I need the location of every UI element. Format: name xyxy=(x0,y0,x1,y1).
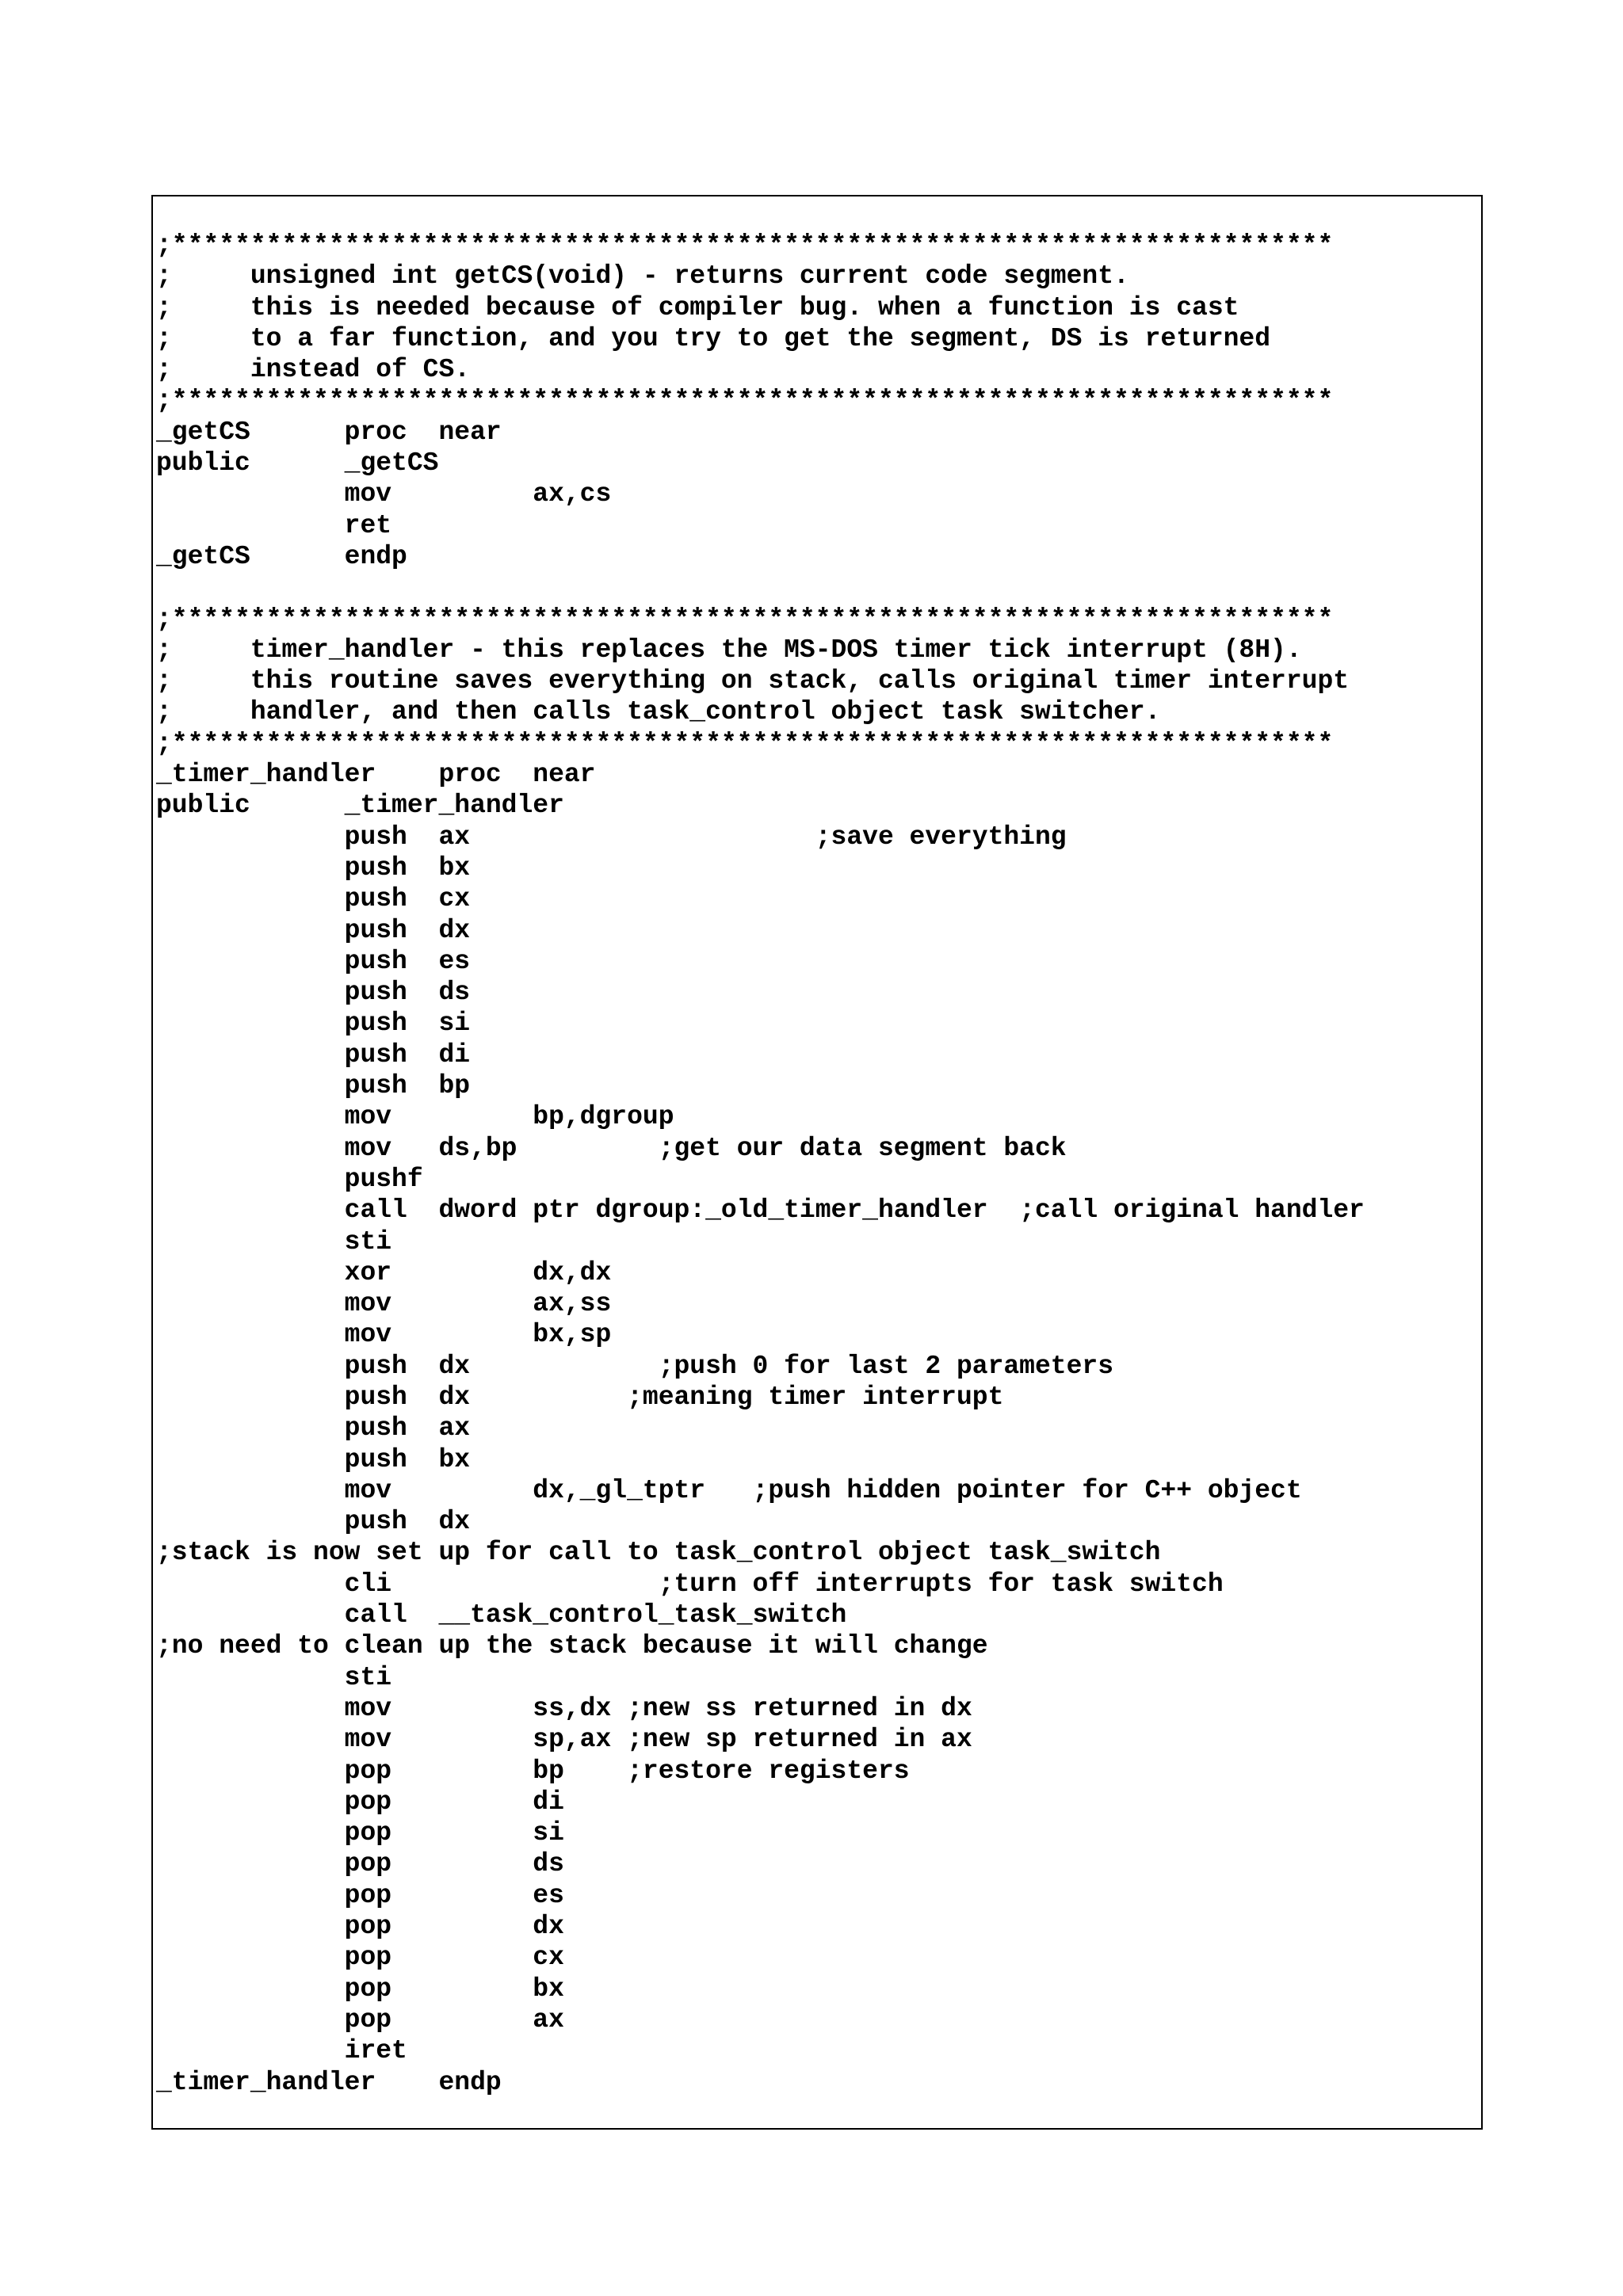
code-line: pop si xyxy=(156,1818,564,1848)
code-line: push bp xyxy=(156,1071,471,1101)
code-listing xyxy=(156,230,1365,2098)
code-line: pop ds xyxy=(156,1849,564,1879)
code-listing-frame xyxy=(151,195,1483,2130)
code-line: push dx ;meaning timer interrupt xyxy=(156,1382,1004,1412)
code-line: mov ax,cs xyxy=(156,479,612,509)
code-line: push bx xyxy=(156,852,471,883)
code-line: mov bp,dgroup xyxy=(156,1102,674,1132)
code-line: ; instead of CS. xyxy=(156,355,471,385)
code-line: push ax xyxy=(156,1413,471,1444)
code-line: ;stack is now set up for call to task_control object task_switch xyxy=(156,1538,1161,1568)
code-line: push dx ;push 0 for last 2 parameters xyxy=(156,1351,1113,1381)
code-line: push dx xyxy=(156,915,471,945)
code-line: ;************************************************************************** xyxy=(156,386,1334,416)
code-line: mov ss,dx ;new ss returned in dx xyxy=(156,1693,972,1723)
code-line: cli ;turn off interrupts for task switch xyxy=(156,1569,1224,1599)
code-line: push di xyxy=(156,1039,471,1070)
code-line: mov ax,ss xyxy=(156,1289,612,1319)
code-line: call __task_control_task_switch xyxy=(156,1600,847,1630)
code-line: ret xyxy=(156,510,392,540)
code-line: mov sp,ax ;new sp returned in ax xyxy=(156,1725,972,1755)
code-line: xor dx,dx xyxy=(156,1257,612,1287)
code-line: push dx xyxy=(156,1507,471,1537)
code-line: _timer_handler endp xyxy=(156,2067,502,2097)
code-line: public _getCS xyxy=(156,448,439,479)
code-line: sti xyxy=(156,1662,392,1692)
code-line: ; unsigned int getCS(void) - returns current code segment. xyxy=(156,261,1129,292)
code-line: pop cx xyxy=(156,1943,564,1973)
code-line: mov ds,bp ;get our data segment back xyxy=(156,1133,1067,1163)
code-line: ;************************************************************************** xyxy=(156,604,1334,634)
code-line: pop ax xyxy=(156,2004,564,2035)
code-line: pop es xyxy=(156,1880,564,1910)
code-line: push es xyxy=(156,946,471,976)
code-line: ; timer_handler - this replaces the MS-DOS timer tick interrupt (8H). xyxy=(156,635,1302,665)
code-line: push bx xyxy=(156,1444,471,1474)
code-line: ; this is needed because of compiler bug. when a function is cast xyxy=(156,292,1239,322)
code-line: _getCS proc near xyxy=(156,417,502,447)
code-line: public _timer_handler xyxy=(156,791,564,821)
code-line: pop bx xyxy=(156,1974,564,2004)
code-line: pop dx xyxy=(156,1912,564,1942)
code-line: ; this routine saves everything on stack, calls original timer interrupt xyxy=(156,666,1350,696)
code-line: ; to a far function, and you try to get the segment, DS is returned xyxy=(156,323,1271,353)
code-line: _timer_handler proc near xyxy=(156,760,596,790)
code-line: push ax ;save everything xyxy=(156,822,1067,852)
code-line: ;************************************************************************** xyxy=(156,728,1334,758)
code-line: _getCS endp xyxy=(156,541,407,571)
code-line: push ds xyxy=(156,978,471,1008)
code-line: ;************************************************************************** xyxy=(156,231,1334,260)
code-line: push si xyxy=(156,1009,471,1039)
code-line: mov dx,_gl_tptr ;push hidden pointer for C++ object xyxy=(156,1475,1302,1505)
code-line: pop bp ;restore registers xyxy=(156,1756,910,1786)
code-line: sti xyxy=(156,1226,392,1257)
code-line: mov bx,sp xyxy=(156,1320,612,1350)
code-line: ;no need to clean up the stack because it will change xyxy=(156,1631,988,1661)
code-line: call dword ptr dgroup:_old_timer_handler ;call original handler xyxy=(156,1196,1365,1226)
code-line: ; handler, and then calls task_control object task switcher. xyxy=(156,697,1161,727)
code-line: pushf xyxy=(156,1164,423,1194)
code-line: push cx xyxy=(156,884,471,914)
code-line: pop di xyxy=(156,1787,564,1817)
code-line: iret xyxy=(156,2036,407,2066)
code-line xyxy=(156,572,1365,603)
